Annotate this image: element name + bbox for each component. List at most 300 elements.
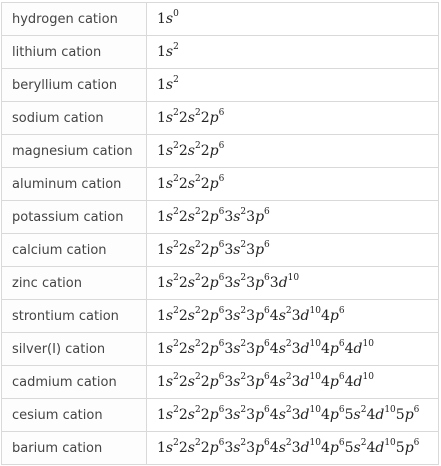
electron-count: 10 <box>362 372 374 382</box>
electron-count: 6 <box>218 405 225 415</box>
table-row <box>2 3 439 36</box>
electron-configuration-cell <box>147 333 439 366</box>
shell-number: 2 <box>200 176 210 192</box>
shell-number: 4 <box>320 341 330 357</box>
orbital-term <box>201 275 225 291</box>
electron-count: 6 <box>338 372 345 382</box>
orbital-term <box>157 209 179 225</box>
ion-name-cell: potassium cation <box>2 201 147 234</box>
table-row <box>2 168 439 201</box>
shell-number: 3 <box>246 374 256 390</box>
orbital-term <box>321 308 345 324</box>
shell-number: 1 <box>157 242 166 258</box>
shell-number: 2 <box>200 275 210 291</box>
electron-count: 2 <box>240 405 247 415</box>
orbital-term <box>224 374 246 390</box>
shell-number: 2 <box>200 209 210 225</box>
electron-count: 6 <box>264 207 270 217</box>
orbital-term <box>246 341 270 357</box>
shell-number: 5 <box>344 440 354 456</box>
shell-number: 3 <box>224 275 234 291</box>
subshell-letter: s <box>187 308 195 324</box>
subshell-letter: s <box>187 110 195 126</box>
shell-number: 1 <box>157 209 166 225</box>
shell-number: 2 <box>178 275 188 291</box>
shell-number: 5 <box>344 407 354 423</box>
shell-number: 4 <box>269 341 279 357</box>
shell-number: 1 <box>157 275 166 291</box>
shell-number: 3 <box>246 308 256 324</box>
shell-number: 1 <box>157 110 166 126</box>
orbital-term <box>246 209 270 225</box>
orbital-term <box>246 407 270 423</box>
subshell-letter: s <box>187 440 195 456</box>
electron-count: 2 <box>194 240 201 250</box>
electron-count: 2 <box>194 339 201 349</box>
subshell-letter: s <box>233 242 241 258</box>
electron-count: 2 <box>194 174 201 184</box>
orbital-term <box>179 275 201 291</box>
shell-number: 4 <box>269 407 279 423</box>
electron-count: 2 <box>173 42 179 52</box>
electron-configuration-cell <box>147 135 439 168</box>
shell-number: 2 <box>200 110 210 126</box>
electron-configuration-cell <box>147 234 439 267</box>
electron-count: 2 <box>240 207 247 217</box>
subshell-letter: p <box>209 374 219 390</box>
ion-name-cell: barium cation <box>2 432 147 465</box>
electron-count: 6 <box>218 339 225 349</box>
subshell-letter: s <box>233 374 241 390</box>
shell-number: 3 <box>224 341 234 357</box>
electron-configuration-cell <box>147 366 439 399</box>
electron-count: 6 <box>218 372 225 382</box>
electron-configuration-cell <box>147 102 439 135</box>
orbital-term <box>292 374 321 390</box>
electron-count: 6 <box>264 438 270 448</box>
ion-name-cell: cadmium cation <box>2 366 147 399</box>
orbital-term <box>157 275 179 291</box>
subshell-letter: d <box>278 275 288 291</box>
shell-number: 3 <box>246 407 256 423</box>
subshell-letter: s <box>187 374 195 390</box>
electron-configuration-cell <box>147 399 439 432</box>
subshell-letter: s <box>165 143 174 159</box>
electron-count: 6 <box>218 207 225 217</box>
shell-number: 4 <box>269 440 279 456</box>
subshell-letter: s <box>187 341 195 357</box>
orbital-term <box>345 440 367 456</box>
subshell-letter: d <box>300 374 310 390</box>
electron-count: 2 <box>194 372 201 382</box>
subshell-letter: s <box>165 374 174 390</box>
electron-count: 6 <box>218 240 225 250</box>
electron-count: 6 <box>264 240 270 250</box>
orbital-term <box>224 275 246 291</box>
subshell-letter: d <box>300 407 310 423</box>
subshell-letter: p <box>255 341 265 357</box>
orbital-term <box>157 407 179 423</box>
shell-number: 4 <box>344 374 354 390</box>
electron-count: 2 <box>173 174 179 184</box>
table-row <box>2 234 439 267</box>
orbital-term <box>246 242 270 258</box>
orbital-term <box>157 11 179 27</box>
subshell-letter: s <box>353 407 361 423</box>
ion-name-cell: hydrogen cation <box>2 3 147 36</box>
subshell-letter: s <box>353 440 361 456</box>
orbital-term <box>179 374 201 390</box>
orbital-term <box>345 341 374 357</box>
table-row <box>2 135 439 168</box>
subshell-letter: s <box>187 143 195 159</box>
electron-count: 2 <box>173 405 179 415</box>
shell-number: 1 <box>157 440 166 456</box>
orbital-term <box>366 440 395 456</box>
electron-count: 10 <box>384 405 396 415</box>
subshell-letter: s <box>278 440 286 456</box>
electron-count: 0 <box>173 9 179 19</box>
shell-number: 2 <box>178 341 188 357</box>
subshell-letter: s <box>187 275 195 291</box>
electron-count: 2 <box>240 438 247 448</box>
shell-number: 1 <box>157 308 166 324</box>
orbital-term <box>224 407 246 423</box>
orbital-term <box>179 143 201 159</box>
ion-name-cell: strontium cation <box>2 300 147 333</box>
shell-number: 3 <box>291 341 301 357</box>
electron-count: 10 <box>309 339 321 349</box>
electron-configuration-cell <box>147 69 439 102</box>
orbital-term <box>396 440 420 456</box>
orbital-term <box>201 176 225 192</box>
table-row <box>2 201 439 234</box>
subshell-letter: s <box>165 308 174 324</box>
orbital-term <box>157 77 179 93</box>
ion-name-cell: lithium cation <box>2 36 147 69</box>
electron-count: 2 <box>194 405 201 415</box>
table-row <box>2 102 439 135</box>
ion-name-cell: beryllium cation <box>2 69 147 102</box>
subshell-letter: p <box>329 308 339 324</box>
shell-number: 2 <box>178 440 188 456</box>
subshell-letter: p <box>209 440 219 456</box>
subshell-letter: s <box>233 275 241 291</box>
electron-count: 2 <box>240 339 247 349</box>
electron-count: 10 <box>287 273 300 283</box>
electron-count: 2 <box>194 306 201 316</box>
electron-configuration-cell <box>147 300 439 333</box>
electron-count: 10 <box>384 438 396 448</box>
shell-number: 1 <box>157 341 166 357</box>
subshell-letter: s <box>278 341 286 357</box>
orbital-term <box>246 275 270 291</box>
electron-count: 2 <box>173 141 179 151</box>
electron-count: 2 <box>173 207 179 217</box>
orbital-term <box>179 242 201 258</box>
orbital-term <box>179 308 201 324</box>
electron-count: 2 <box>240 273 247 283</box>
ion-name-cell: aluminum cation <box>2 168 147 201</box>
electron-configuration-cell <box>147 3 439 36</box>
electron-count: 6 <box>338 306 345 316</box>
orbital-term <box>201 407 225 423</box>
shell-number: 3 <box>291 374 301 390</box>
shell-number: 3 <box>291 440 301 456</box>
electron-count: 2 <box>194 207 201 217</box>
electron-count: 2 <box>173 240 179 250</box>
shell-number: 4 <box>366 407 376 423</box>
subshell-letter: p <box>404 440 414 456</box>
electron-count: 2 <box>173 75 179 85</box>
shell-number: 3 <box>224 374 234 390</box>
orbital-term <box>224 242 246 258</box>
orbital-term <box>292 407 321 423</box>
electron-count: 6 <box>338 438 345 448</box>
orbital-term <box>321 341 345 357</box>
orbital-term <box>201 242 225 258</box>
electron-count: 6 <box>264 273 270 283</box>
subshell-letter: p <box>209 242 219 258</box>
shell-number: 1 <box>157 374 166 390</box>
subshell-letter: p <box>255 440 265 456</box>
table-row <box>2 399 439 432</box>
orbital-term <box>246 308 270 324</box>
orbital-term <box>345 407 367 423</box>
electron-count: 6 <box>338 339 345 349</box>
subshell-letter: d <box>353 341 363 357</box>
shell-number: 2 <box>178 176 188 192</box>
orbital-term <box>321 407 345 423</box>
subshell-letter: p <box>329 440 339 456</box>
shell-number: 3 <box>291 407 301 423</box>
subshell-letter: p <box>329 374 339 390</box>
subshell-letter: d <box>353 374 363 390</box>
subshell-letter: p <box>255 407 265 423</box>
orbital-term <box>201 341 225 357</box>
subshell-letter: s <box>233 407 241 423</box>
subshell-letter: s <box>165 440 174 456</box>
shell-number: 2 <box>200 341 210 357</box>
orbital-term <box>292 308 321 324</box>
orbital-term <box>179 110 201 126</box>
shell-number: 1 <box>157 143 166 159</box>
electron-count: 2 <box>360 405 367 415</box>
shell-number: 2 <box>178 374 188 390</box>
shell-number: 2 <box>178 209 188 225</box>
subshell-letter: p <box>404 407 414 423</box>
shell-number: 2 <box>200 440 210 456</box>
orbital-term <box>157 374 179 390</box>
subshell-letter: s <box>165 11 174 27</box>
shell-number: 3 <box>246 341 256 357</box>
ion-name-cell: magnesium cation <box>2 135 147 168</box>
orbital-term <box>201 209 225 225</box>
subshell-letter: s <box>233 341 241 357</box>
shell-number: 3 <box>246 242 256 258</box>
orbital-term <box>157 308 179 324</box>
electron-count: 2 <box>285 372 292 382</box>
orbital-term <box>366 407 395 423</box>
electron-configuration-cell <box>147 432 439 465</box>
electron-count: 6 <box>264 339 270 349</box>
subshell-letter: s <box>278 407 286 423</box>
orbital-term <box>157 143 179 159</box>
electron-count: 2 <box>173 339 179 349</box>
shell-number: 2 <box>200 242 210 258</box>
orbital-term <box>201 374 225 390</box>
orbital-term <box>270 440 292 456</box>
electron-count: 2 <box>194 438 201 448</box>
shell-number: 1 <box>157 176 166 192</box>
subshell-letter: s <box>278 308 286 324</box>
subshell-letter: s <box>165 77 174 93</box>
electron-count: 6 <box>218 438 225 448</box>
ion-name-cell: silver(I) cation <box>2 333 147 366</box>
orbital-term <box>157 341 179 357</box>
subshell-letter: p <box>255 308 265 324</box>
shell-number: 4 <box>320 440 330 456</box>
electron-count: 2 <box>173 438 179 448</box>
shell-number: 2 <box>178 308 188 324</box>
orbital-term <box>292 440 321 456</box>
shell-number: 3 <box>224 308 234 324</box>
subshell-letter: p <box>209 176 219 192</box>
electron-count: 10 <box>309 405 321 415</box>
subshell-letter: s <box>187 176 195 192</box>
electron-count: 2 <box>194 273 201 283</box>
shell-number: 4 <box>320 308 330 324</box>
subshell-letter: p <box>329 341 339 357</box>
orbital-term <box>396 407 420 423</box>
subshell-letter: s <box>165 341 174 357</box>
shell-number: 2 <box>200 143 210 159</box>
orbital-term <box>345 374 374 390</box>
electron-count: 10 <box>309 438 321 448</box>
orbital-term <box>321 374 345 390</box>
shell-number: 2 <box>200 308 210 324</box>
electron-count: 2 <box>173 372 179 382</box>
subshell-letter: s <box>165 209 174 225</box>
orbital-term <box>179 407 201 423</box>
electron-count: 6 <box>413 438 420 448</box>
subshell-letter: s <box>165 275 174 291</box>
electron-count: 6 <box>218 108 225 118</box>
subshell-letter: s <box>165 176 174 192</box>
orbital-term <box>157 176 179 192</box>
table-row <box>2 267 439 300</box>
orbital-term <box>270 341 292 357</box>
shell-number: 4 <box>269 308 279 324</box>
subshell-letter: s <box>187 209 195 225</box>
electron-count: 6 <box>264 372 270 382</box>
subshell-letter: s <box>165 242 174 258</box>
ion-name-cell: cesium cation <box>2 399 147 432</box>
table-row <box>2 300 439 333</box>
orbital-term <box>157 440 179 456</box>
table-row <box>2 333 439 366</box>
electron-count: 2 <box>173 108 179 118</box>
orbital-term <box>224 341 246 357</box>
subshell-letter: p <box>209 275 219 291</box>
subshell-letter: s <box>165 407 174 423</box>
shell-number: 1 <box>157 407 166 423</box>
electron-count: 10 <box>309 306 321 316</box>
electron-count: 6 <box>264 306 270 316</box>
electron-count: 2 <box>285 438 292 448</box>
subshell-letter: s <box>278 374 286 390</box>
subshell-letter: s <box>187 242 195 258</box>
subshell-letter: s <box>187 407 195 423</box>
electron-configuration-cell <box>147 36 439 69</box>
electron-count: 2 <box>360 438 367 448</box>
subshell-letter: p <box>209 341 219 357</box>
electron-count: 6 <box>218 306 225 316</box>
subshell-letter: s <box>233 209 241 225</box>
subshell-letter: p <box>255 275 265 291</box>
orbital-term <box>179 209 201 225</box>
subshell-letter: d <box>300 308 310 324</box>
electron-count: 10 <box>309 372 321 382</box>
table-row <box>2 69 439 102</box>
subshell-letter: d <box>300 341 310 357</box>
electron-count: 6 <box>413 405 420 415</box>
electron-count: 2 <box>173 306 179 316</box>
orbital-term <box>157 242 179 258</box>
subshell-letter: p <box>255 242 265 258</box>
orbital-term <box>292 341 321 357</box>
shell-number: 1 <box>157 44 166 60</box>
shell-number: 3 <box>224 209 234 225</box>
electron-count: 6 <box>338 405 345 415</box>
shell-number: 3 <box>246 440 256 456</box>
shell-number: 2 <box>200 374 210 390</box>
subshell-letter: s <box>165 44 174 60</box>
subshell-letter: d <box>300 440 310 456</box>
orbital-term <box>201 110 225 126</box>
orbital-term <box>270 308 292 324</box>
shell-number: 1 <box>157 77 166 93</box>
electron-count: 2 <box>240 240 247 250</box>
shell-number: 3 <box>269 275 279 291</box>
shell-number: 5 <box>395 440 405 456</box>
orbital-term <box>201 308 225 324</box>
shell-number: 4 <box>366 440 376 456</box>
shell-number: 2 <box>200 407 210 423</box>
table-row <box>2 36 439 69</box>
orbital-term <box>270 275 299 291</box>
subshell-letter: p <box>209 110 219 126</box>
table-row <box>2 432 439 465</box>
ion-name-cell: sodium cation <box>2 102 147 135</box>
electron-count: 6 <box>264 405 270 415</box>
orbital-term <box>179 440 201 456</box>
shell-number: 4 <box>269 374 279 390</box>
shell-number: 4 <box>320 407 330 423</box>
subshell-letter: s <box>233 440 241 456</box>
orbital-term <box>246 374 270 390</box>
shell-number: 2 <box>178 407 188 423</box>
electron-count: 2 <box>285 306 292 316</box>
shell-number: 3 <box>224 440 234 456</box>
orbital-term <box>157 44 179 60</box>
shell-number: 3 <box>224 242 234 258</box>
electron-count: 6 <box>218 141 225 151</box>
shell-number: 1 <box>157 11 166 27</box>
shell-number: 4 <box>320 374 330 390</box>
electron-configuration-cell <box>147 201 439 234</box>
electron-count: 2 <box>285 339 292 349</box>
